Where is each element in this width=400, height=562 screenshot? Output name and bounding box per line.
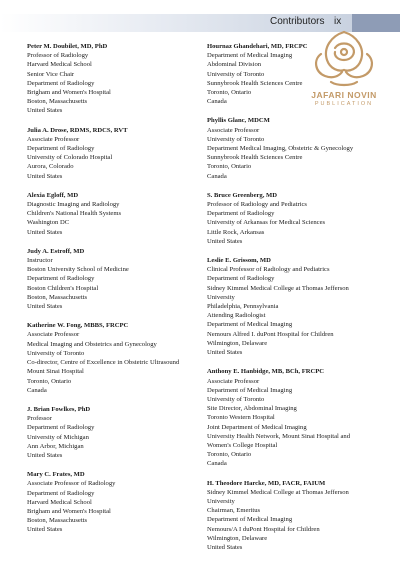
affiliation-line: Sidney Kimmel Medical College at Thomas Jefferson [207,284,349,292]
affiliation-line: University of Colorado Hospital [27,154,113,162]
contributor-name: H. Theodore Harcke, MD, FACR, FAIUM [207,479,326,487]
affiliation-line: Children's National Health Systems [27,210,122,218]
affiliation-line: Associate Professor [27,135,80,143]
affiliation-line: Boston University School of Medicine [27,266,129,274]
affiliation-line: Department of Radiology [27,424,95,432]
affiliation-line: Sunnybrook Health Sciences Centre [207,79,303,87]
affiliation-line: University of Arkansas for Medical Sciences [207,219,326,227]
affiliation-line: Toronto, Ontario [207,451,252,459]
affiliation-line: Department of Radiology [27,145,95,153]
contributors-list [27,42,377,562]
contributor-name: Phyllis Glanc, MDCM [207,117,270,125]
section-title: Contributors [270,16,325,27]
affiliation-line: Boston, Massachusetts [27,517,88,525]
affiliation-line: Department of Medical Imaging [207,52,293,60]
affiliation-line: Toronto, Ontario [207,163,252,171]
contributor-entry [207,191,377,246]
affiliation-line: Department of Medical Imaging [207,516,293,524]
contributor-name: J. Brian Fowlkes, PhD [27,405,91,413]
affiliation-line: Canada [27,386,47,394]
affiliation-line: Sunnybrook Health Sciences Centre [207,154,303,162]
affiliation-line: Associate Professor [207,126,260,134]
contributor-name: Julia A. Drose, RDMS, RDCS, RVT [27,126,128,134]
affiliation-line: Department of Radiology [27,275,95,283]
affiliation-line: United States [27,526,63,534]
affiliation-line: Aurora, Colorado [27,163,74,171]
affiliation-line: United States [27,172,63,180]
affiliation-line: Medical Imaging and Obstetrics and Gynecology [27,340,157,348]
contributor-name: Mary C. Frates, MD [27,471,85,479]
affiliation-line: Site Director, Abdominal Imaging [207,405,297,413]
affiliation-line: Toronto, Ontario [207,89,252,97]
affiliation-line: Philadelphia, Pennsylvania [207,303,279,311]
contributor-entry [27,191,199,237]
watermark-subtitle: PUBLICATION [314,101,374,107]
affiliation-line: Associate Professor [207,377,260,385]
contributor-entry [207,367,377,468]
affiliation-line: Department of Radiology [27,79,95,87]
affiliation-line: United States [27,107,63,115]
contributor-entry [27,126,199,181]
right-column [207,42,377,562]
affiliation-line: Professor of Radiology and Pediatrics [207,201,307,209]
affiliation-line: Department of Radiology [27,489,95,497]
affiliation-line: Ann Arbor, Michigan [27,442,84,450]
affiliation-line: University [207,293,235,301]
affiliation-line: United States [27,228,63,236]
page-number: ix [334,16,342,27]
affiliation-line: Joint Department of Medical Imaging [207,423,307,431]
contributor-entry [27,42,199,116]
contributor-name: Judy A. Estroff, MD [27,247,85,255]
affiliation-line: Department Medical Imaging, Obstetric & Gynecology [207,145,354,153]
affiliation-line: Wilmington, Delaware [207,534,268,542]
affiliation-line: University Health Network, Mount Sinai Hospital and [207,432,351,440]
contributor-name: Anthony E. Hanbidge, MB, BCh, FRCPC [207,368,325,376]
affiliation-line: Wilmington, Delaware [207,339,268,347]
affiliation-line: Chairman, Emeritus [207,507,261,515]
affiliation-line: Harvard Medical School [27,498,92,506]
affiliation-line: Canada [207,460,227,468]
contributor-entry [207,479,377,553]
contributor-name: S. Bruce Greenberg, MD [207,191,278,199]
affiliation-line: Instructor [27,257,53,265]
affiliation-line: Boston, Massachusetts [27,293,88,301]
affiliation-line: United States [27,303,63,311]
left-column [27,42,199,562]
contributor-entry [27,470,199,534]
affiliation-line: Associate Professor [27,331,80,339]
affiliation-line: United States [207,543,243,551]
affiliation-line: Brigham and Women's Hospital [27,89,111,97]
affiliation-line: Boston, Massachusetts [27,98,88,106]
affiliation-line: Toronto, Ontario [27,377,72,385]
affiliation-line: Associate Professor of Radiology [27,480,116,488]
affiliation-line: Toronto Western Hospital [207,414,275,422]
affiliation-line: Sidney Kimmel Medical College at Thomas Jefferson [207,488,349,496]
watermark-name: JAFARI NOVIN [311,90,377,100]
affiliation-line: University of Toronto [207,135,265,143]
affiliation-line: University [207,497,235,505]
contributor-name: Peter M. Doubilet, MD, PhD [27,43,108,50]
contributor-name: Katherine W. Fong, MBBS, FRCPC [27,322,129,330]
affiliation-line: Senior Vice Chair [27,70,75,78]
affiliation-line: Co-director, Centre of Excellence in Obstetric Ultrasound [27,359,180,367]
contributor-entry [27,321,199,395]
affiliation-line: Professor [27,415,52,423]
contributor-entry [207,256,377,357]
affiliation-line: Nemours/A I duPont Hospital for Children [207,525,320,533]
affiliation-line: Boston Children's Hospital [27,284,99,292]
contributor-entry [27,405,199,460]
affiliation-line: Department of Radiology [207,210,275,218]
affiliation-line: Canada [207,172,227,180]
affiliation-line: Brigham and Women's Hospital [27,507,111,515]
affiliation-line: Professor of Radiology [27,52,89,60]
contributor-entry [207,42,377,106]
affiliation-line: Washington DC [27,219,70,227]
affiliation-line: Department of Radiology [207,275,275,283]
affiliation-line: United States [207,349,243,357]
affiliation-line: Clinical Professor of Radiology and Pediatrics [207,266,330,274]
contributor-name: Hournaz Ghandehari, MD, FRCPC [207,43,308,50]
affiliation-line: Diagnostic Imaging and Radiology [27,201,120,209]
affiliation-line: University of Toronto [207,395,265,403]
affiliation-line: United States [27,451,63,459]
contributor-entry [207,116,377,180]
affiliation-line: United States [207,237,243,245]
affiliation-line: Mount Sinai Hospital [27,368,84,376]
affiliation-line: Women's College Hospital [207,441,278,449]
affiliation-line: Harvard Medical School [27,61,92,69]
contributor-name: Leslie E. Grissom, MD [207,257,271,265]
affiliation-line: University of Michigan [27,433,89,441]
affiliation-line: Department of Medical Imaging [207,386,293,394]
contributor-entry [27,247,199,311]
affiliation-line: Canada [207,98,227,106]
affiliation-line: University of Toronto [27,349,85,357]
affiliation-line: Abdominal Division [207,61,262,69]
affiliation-line: University of Toronto [207,70,265,78]
affiliation-line: Department of Medical Imaging [207,321,293,329]
affiliation-line: Little Rock, Arkansas [207,228,265,236]
affiliation-line: Attending Radiologist [207,312,266,320]
contributor-name: Alexia Egloff, MD [27,191,79,199]
affiliation-line: Nemours Alfred I. duPont Hospital for Children [207,330,334,338]
